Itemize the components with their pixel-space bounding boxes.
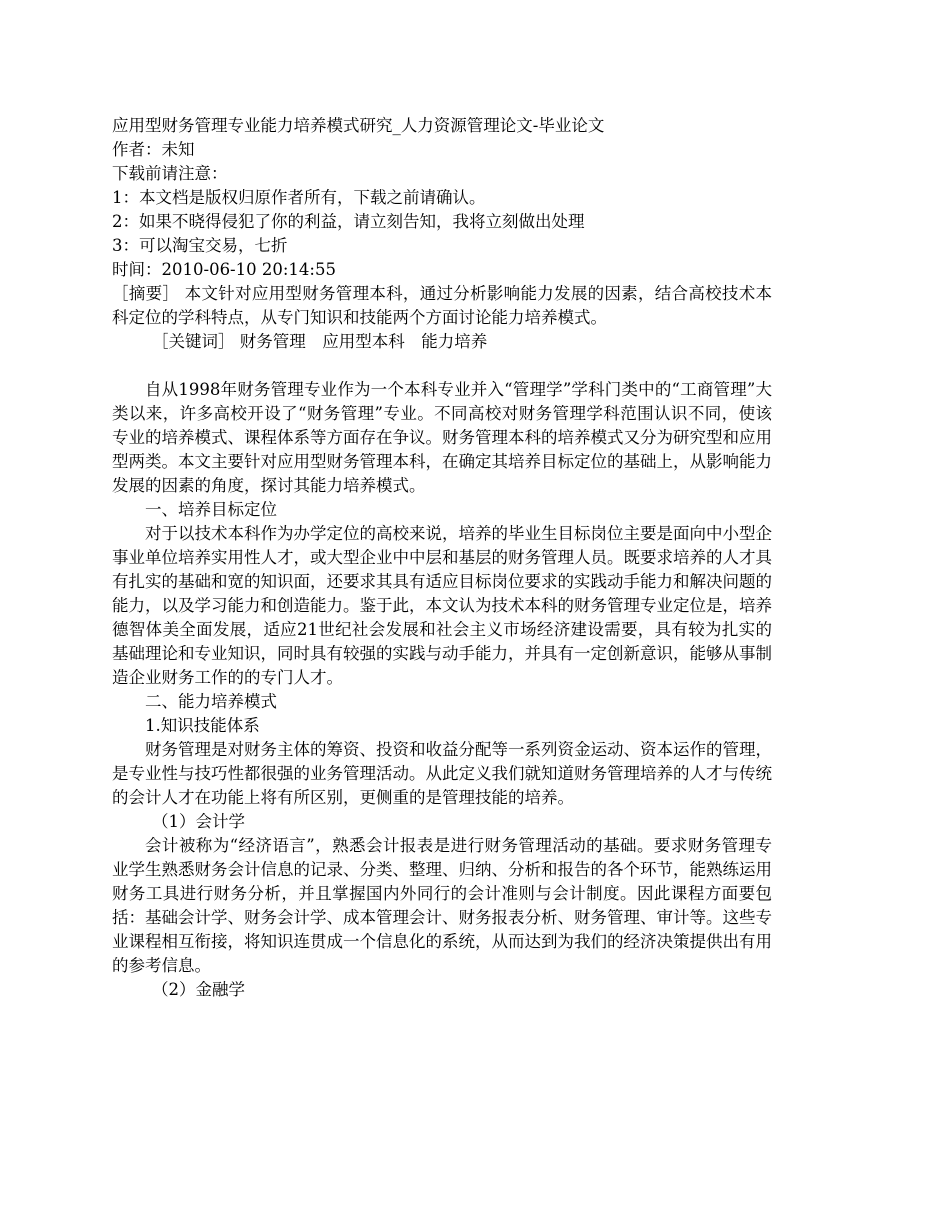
item-heading-1: （1）会计学 [152, 812, 245, 831]
section-1-paragraph: 对于以技术本科作为办学定位的高校来说，培养的毕业生目标岗位主要是面向中小型企事业单位培养实用性人才，或大型企业中中层和基层的财务管理人员。既要求培养的人才具有扎实的基础和宽的知识面，还要求其具有适应目标岗位要求的实践动手能力和解决问题的能力，以及学习能力和创造能力。鉴于此，本文认为技术本科的财务管理专业定位是，培养德智体美全面发展，适应21世纪社会发展和社会主义市场经济建设需要，具有较为扎实的基础理论和专业知识，同时具有较强的实践与动手能力，并具有一定创新意识，能够从事制造企业财务工作的的专门人才。 [112, 524, 772, 687]
document-title: 应用型财务管理专业能力培养模式研究_人力资源管理论文-毕业论文 [112, 116, 605, 135]
notice-heading: 下载前请注意： [112, 164, 228, 183]
section-heading-2: 二、能力培养模式 [145, 692, 277, 711]
timestamp: 时间：2010-06-10 20:14:55 [112, 260, 336, 279]
author-line: 作者：未知 [112, 140, 195, 159]
intro-paragraph: 自从1998年财务管理专业作为一个本科专业并入“管理学”学科门类中的“工商管理”大类以来，许多高校开设了“财务管理”专业。不同高校对财务管理学科范围认识不同，使该专业的培养模式、课程体系等方面存在争议。财务管理本科的培养模式又分为研究型和应用型两类。本文主要针对应用型财务管理本科，在确定其培养目标定位的基础上，从影响能力发展的因素的角度，探讨其能力培养模式。 [112, 380, 772, 495]
notice-item-1: 1：本文档是版权归原作者所有，下载之前请确认。 [112, 188, 486, 207]
subsection-heading-1: 1.知识技能体系 [145, 716, 260, 735]
abstract-paragraph: ［摘要］ 本文针对应用型财务管理本科，通过分析影响能力发展的因素，结合高校技术本科定位的学科特点，从专门知识和技能两个方面讨论能力培养模式。 [112, 284, 772, 327]
notice-item-3: 3：可以淘宝交易，七折 [112, 236, 288, 255]
item-heading-2: （2）金融学 [152, 980, 245, 999]
subsection-1-paragraph: 财务管理是对财务主体的筹资、投资和收益分配等一系列资金运动、资本运作的管理，是专业性与技巧性都很强的业务管理活动。从此定义我们就知道财务管理培养的人才与传统的会计人才在功能上将有所区别，更侧重的是管理技能的培养。 [112, 740, 772, 807]
blank-spacer [112, 354, 772, 378]
notice-item-2: 2：如果不晓得侵犯了你的利益，请立刻告知，我将立刻做出处理 [112, 212, 585, 231]
item-1-paragraph: 会计被称为“经济语言”，熟悉会计报表是进行财务管理活动的基础。要求财务管理专业学生熟悉财务会计信息的记录、分类、整理、归纳、分析和报告的各个环节，能熟练运用财务工具进行财务分析，并且掌握国内外同行的会计准则与会计制度。因此课程方面要包括：基础会计学、财务会计学、成本管理会计、财务报表分析、财务管理、审计等。这些专业课程相互衔接，将知识连贯成一个信息化的系统，从而达到为我们的经济决策提供出有用的参考信息。 [112, 836, 772, 975]
keywords-line: ［关键词］ 财务管理 应用型本科 能力培养 [152, 332, 488, 351]
document-page [112, 114, 772, 1002]
section-heading-1: 一、培养目标定位 [145, 500, 277, 519]
